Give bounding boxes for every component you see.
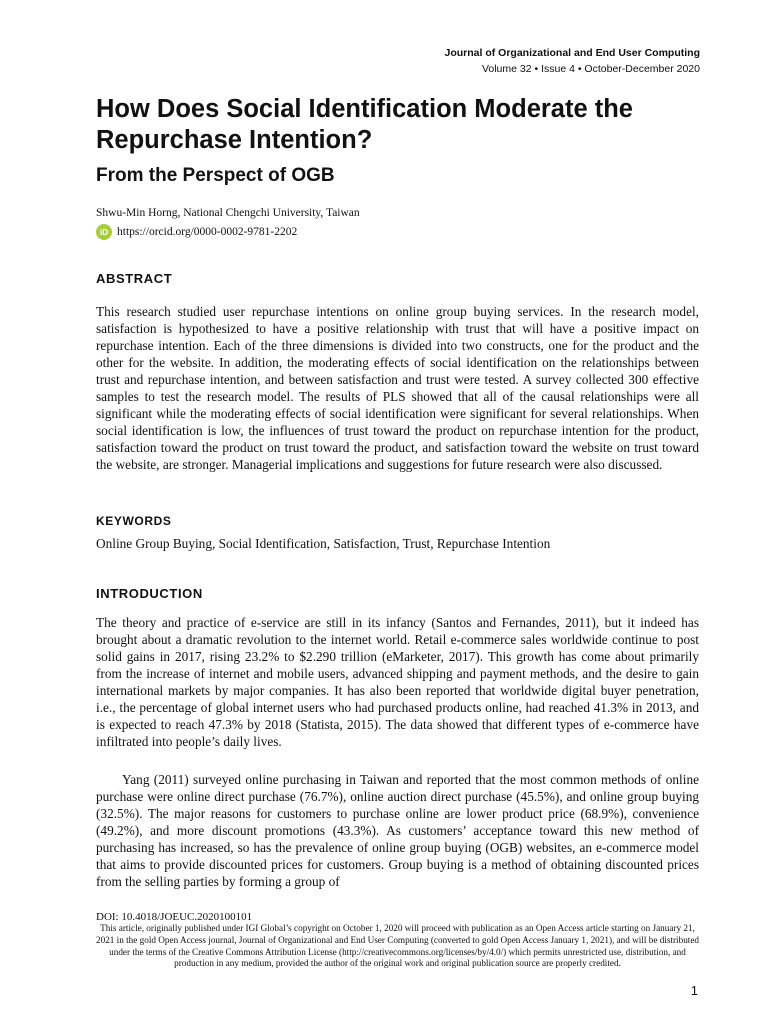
orcid-icon: iD bbox=[96, 224, 112, 240]
keywords-heading: KEYWORDS bbox=[96, 514, 172, 528]
orcid-url[interactable]: https://orcid.org/0000-0002-9781-2202 bbox=[117, 225, 298, 238]
journal-header bbox=[444, 45, 700, 77]
article-subtitle: From the Perspect of OGB bbox=[96, 165, 335, 186]
journal-issue: Volume 32 • Issue 4 • October-December 2020 bbox=[481, 63, 700, 75]
abstract-heading: ABSTRACT bbox=[96, 271, 173, 286]
article-title: How Does Social Identification Moderate the Repurchase Intention? bbox=[96, 95, 633, 154]
introduction-paragraph-2: Yang (2011) surveyed online purchasing in Taiwan and reported that the most common methods of online purchase were online direct purchase (76.7%), online auction direct purchase (45.5%), and online group buying (32.5%). The major reasons for customers to purchase online are lower product price (68.9%), convenience (49.2%), and more discount promotions (43.3%). As customers’ acceptance toward this new method of purchasing has increased, so has the prevalence of online group buying (OGB) websites, an e-commerce model that aims to provide discounted prices for customers. Group buying is a method of obtaining discounted prices from the selling parties by forming a group of bbox=[96, 772, 699, 889]
doi: DOI: 10.4018/JOEUC.2020100101 bbox=[96, 911, 253, 923]
abstract-text: This research studied user repurchase intentions on online group buying services. In the research model, satisfaction is hypothesized to have a positive relationship with trust that will have a positive impact on repurchase intention. Each of the three dimensions is divided into two constructs, one for the product and the other for the website. In addition, the moderating effects of social identification on the relationships between trust and repurchase intention, and between satisfaction and trust were tested. A survey collected 300 effective samples to test the research model. The results of PLS showed that all of the causal relationships were all significant while the moderating effects of social identification were significant for several relationships. When social identification is low, the influences of trust toward the product on repurchase intention for the product, satisfaction toward the product on trust toward the product, and satisfaction toward the website on trust toward the website, are stronger. Managerial implications and suggestions for future research were also discussed. bbox=[96, 304, 699, 472]
orcid-link[interactable] bbox=[96, 224, 297, 240]
introduction-heading: INTRODUCTION bbox=[96, 586, 203, 601]
page-number: 1 bbox=[690, 983, 698, 998]
journal-name: Journal of Organizational and End User Computing bbox=[444, 47, 700, 59]
keywords-text: Online Group Buying, Social Identification, Satisfaction, Trust, Repurchase Intention bbox=[96, 536, 551, 551]
author-affiliation: Shwu-Min Horng, National Chengchi University, Taiwan bbox=[96, 207, 360, 219]
license-notice: This article, originally published under IGI Global’s copyright on October 1, 2020 will proceed with publication as an Open Access article starting on January 21, 2021 in the gold Open Access journal, Journal of Organizational and End User Computing (converted to gold Open Access January 1, 2021), and will be distributed under the terms of the Creative Commons Attribution License (http://creativecommons.org/licenses/by/4.0/) which permits unrestricted use, distribution, and production in any medium, provided the author of the original work and original publication source are properly credited. bbox=[96, 923, 700, 969]
introduction-paragraph-1: The theory and practice of e-service are still in its infancy (Santos and Fernandes, 2011), but it indeed has brought about a dramatic revolution to the internet world. Retail e-commerce sales worldwide continue to post solid gains in 2017, rising 23.2% to $2.290 trillion (eMarketer, 2017). This growth has come about primarily from the increase of internet and mobile users, advanced shipping and payment methods, and the desire to gain international markets by major companies. It has also been reported that worldwide digital buyer penetration, i.e., the percentage of global internet users who had purchased products online, had reached 41.3% in 2013, and is expected to reach 47.3% by 2018 (Statista, 2015). The data showed that different types of e-commerce have infiltrated into people’s daily lives. bbox=[96, 615, 699, 749]
